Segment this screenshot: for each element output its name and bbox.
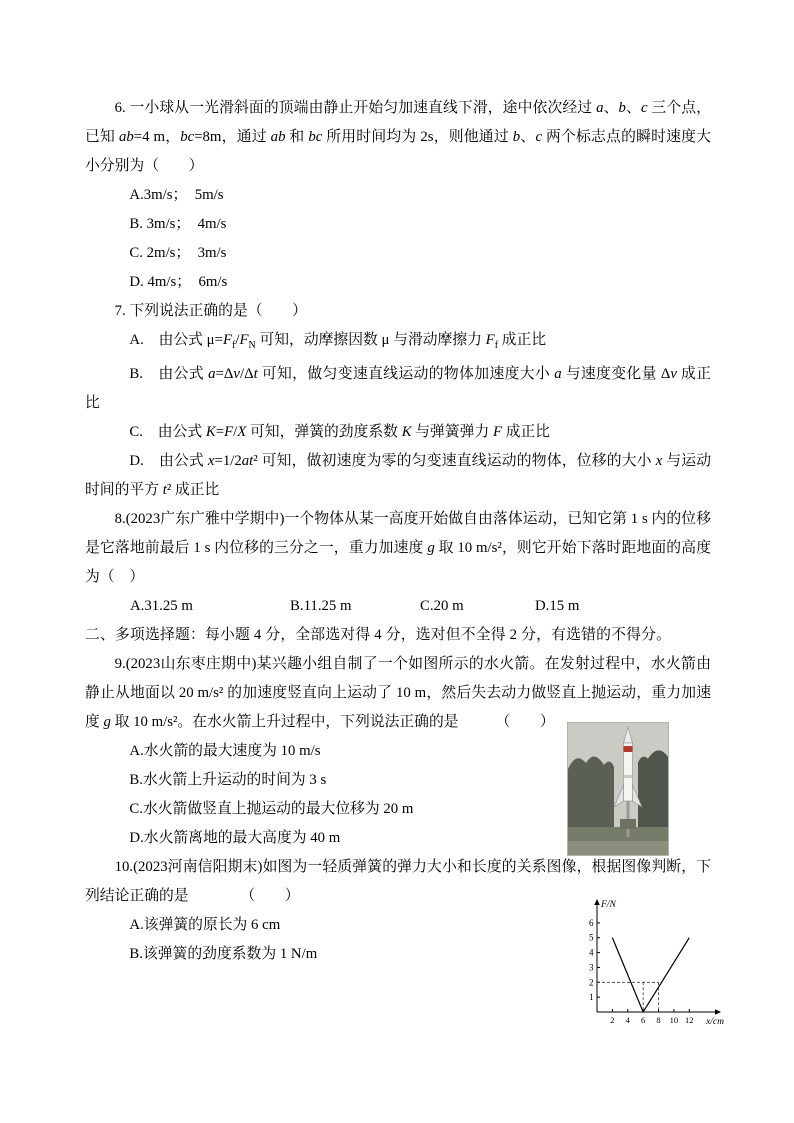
question-6-option-b: B. 3m/s； 4m/s [129, 216, 227, 232]
svg-text:12: 12 [685, 1014, 694, 1025]
question-9-option-c: C.水火箭做竖直上抛运动的最大位移为 20 m [129, 800, 414, 817]
question-7-option-a: A. 由公式 $\mu=F_f/F_N$ 可知，动摩擦因数 μ 与滑动摩擦力 $F_f$ 成正比 [129, 332, 547, 351]
svg-text:4: 4 [589, 947, 594, 958]
question-10-stem: 10.(2023河南信阳期末)如图为一轻质弹簧的弹力大小和长度的关系图像，根据图像判断，下列结论正确的是 （ ） [85, 858, 711, 904]
question-6-option-d: D. 4m/s； 6m/s [129, 274, 228, 290]
question-8-option-a: A.31.25 m [130, 597, 193, 614]
question-7-option-d: D. 由公式 x=1/2at² 可知，做初速度为零的匀变速直线运动的物体，位移的大小 x 与运动时间的平方 t² 成正比 [85, 452, 711, 498]
question-8-option-c: C.20 m [420, 597, 464, 614]
question-7 [85, 297, 711, 505]
spring-force-length-chart [575, 897, 725, 1032]
question-9 [85, 650, 711, 853]
svg-text:4: 4 [625, 1014, 630, 1025]
svg-text:6: 6 [589, 917, 594, 928]
question-9-option-b: B.水火箭上升运动的时间为 3 s [129, 771, 327, 788]
question-9-option-d: D.水火箭离地的最大高度为 40 m [129, 829, 341, 846]
svg-text:10: 10 [669, 1014, 679, 1025]
question-7-option-c: C. 由公式 K=F/X 可知，弹簧的劲度系数 K 与弹簧弹力 F 成正比 [129, 423, 551, 440]
svg-text:x/cm: x/cm [706, 1016, 724, 1027]
question-6 [85, 94, 711, 297]
question-8 [85, 505, 711, 621]
document-content [85, 94, 724, 1027]
question-8-options-row [85, 592, 711, 621]
water-rocket-photo [567, 722, 669, 856]
svg-text:3: 3 [589, 962, 594, 973]
question-7-stem: 7. 下列说法正确的是（ ） [114, 303, 307, 319]
svg-text:1: 1 [589, 992, 594, 1003]
svg-text:6: 6 [641, 1014, 646, 1025]
svg-text:F/N: F/N [601, 899, 616, 910]
svg-text:2: 2 [610, 1014, 615, 1025]
svg-text:5: 5 [589, 932, 594, 943]
question-9-stem: 9.(2023山东枣庄期中)某兴趣小组自制了一个如图所示的水火箭。在发射过程中，水火箭由静止从地面以 20 m/s² 的加速度竖直向上运动了 10 m，然后失去动力做竖直上抛运动，重力加速度 g 取 10 m/s²。在水火箭上升过程中，下列说法正确的是 （ ） [85, 655, 711, 730]
question-10-option-b: B.该弹簧的劲度系数为 1 N/m [129, 945, 318, 962]
spring-force-length-graph [575, 897, 725, 1032]
section-2-header: 二、多项选择题：每小题 4 分，全部选对得 4 分，选对但不全得 2 分，有选错的不得分。 [85, 626, 672, 643]
question-9-option-a: A.水火箭的最大速度为 10 m/s [129, 742, 321, 759]
question-10 [85, 853, 724, 1027]
question-6-option-a: A.3m/s； 5m/s [129, 187, 224, 203]
svg-text:8: 8 [656, 1014, 661, 1025]
question-6-option-c: C. 2m/s； 3m/s [129, 245, 227, 261]
question-8-option-b: B.11.25 m [290, 597, 352, 614]
question-8-stem: 8.(2023广东广雅中学期中)一个物体从某一高度开始做自由落体运动，已知它第 1 s 内的位移是它落地前最后 1 s 内位移的三分之一，重力加速度 g 取 10 m/s²，则它开始下落时距地面的高度为（ ） [85, 510, 711, 585]
question-8-option-d: D.15 m [535, 597, 580, 614]
water-rocket-illustration [568, 723, 668, 855]
question-6-stem: 6. 一小球从一光滑斜面的顶端由静止开始匀加速直线下滑，途中依次经过 a、b、c 三个点，已知 ab=4 m，bc=8m，通过 ab 和 bc 所用时间均为 2s，则他通过 b、c 两个标志点的瞬时速度大小分别为（ ） [85, 100, 712, 174]
question-10-option-a: A.该弹簧的原长为 6 cm [129, 916, 281, 933]
svg-text:2: 2 [589, 977, 594, 988]
question-7-option-b: B. 由公式 a=Δv/Δt 可知，做匀变速直线运动的物体加速度大小 a 与速度变化量 Δv 成正比 [85, 365, 712, 411]
